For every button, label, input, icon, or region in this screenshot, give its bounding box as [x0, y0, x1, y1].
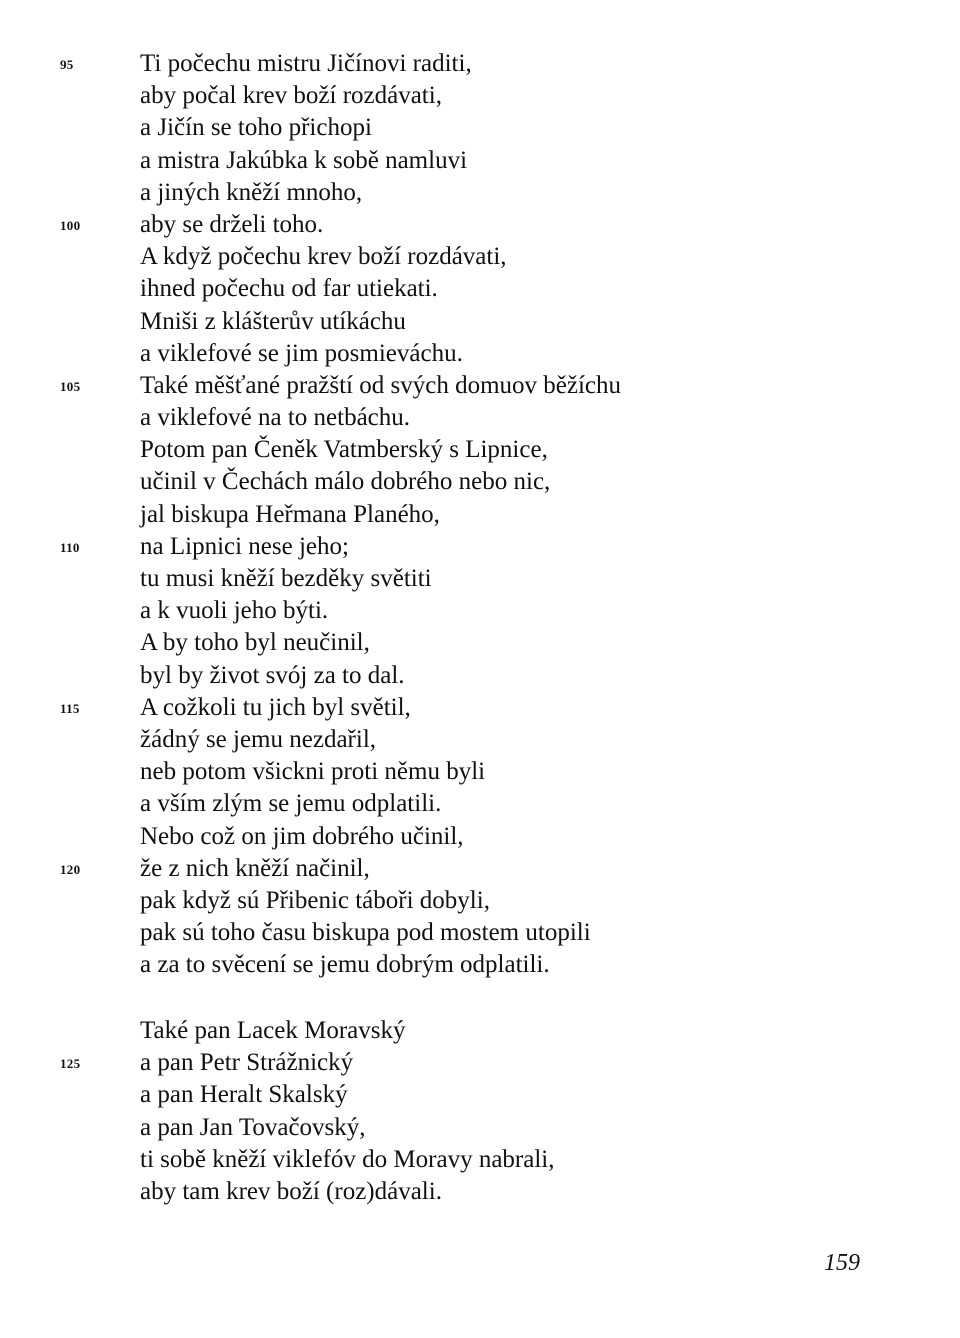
- verse-line: [0, 692, 960, 724]
- verse-text: žádný se jemu nezdařil,: [140, 725, 377, 753]
- verse-line: [0, 434, 960, 466]
- verse-line: [0, 1047, 960, 1079]
- verse-line: [0, 306, 960, 338]
- verse-text: ihned počechu od far utiekati.: [140, 275, 438, 303]
- stanza-2: [0, 1015, 960, 1208]
- verse-line: [0, 1079, 960, 1111]
- verse-text: a pan Petr Strážnický: [140, 1049, 354, 1077]
- verse-text: Mniši z klášterův utíkáchu: [140, 307, 406, 335]
- verse-line: [0, 531, 960, 563]
- verse-text: Potom pan Čeněk Vatmberský s Lipnice,: [140, 436, 548, 464]
- verse-line: [0, 209, 960, 241]
- verse-line: [0, 917, 960, 949]
- verse-text: Nebo což on jim dobrého učinil,: [140, 822, 464, 850]
- verse-line: [0, 1015, 960, 1047]
- verse-line: [0, 1176, 960, 1208]
- line-number: 95: [60, 57, 74, 72]
- verse-line: [0, 402, 960, 434]
- stanza-1: [0, 48, 960, 981]
- verse-text: Ti počechu mistru Jičínovi raditi,: [140, 50, 472, 77]
- verse-line: [0, 145, 960, 177]
- verse-line: [0, 563, 960, 595]
- verse-line: [0, 177, 960, 209]
- verse-text: jal biskupa Heřmana Planého,: [140, 500, 440, 528]
- line-number: 125: [60, 1056, 81, 1072]
- verse-line: [0, 949, 960, 981]
- verse-text: a pan Jan Tovačovský,: [140, 1113, 366, 1141]
- verse-text: A by toho byl neučinil,: [140, 629, 370, 657]
- verse-line: [0, 595, 960, 627]
- verse-text: a za to svěcení se jemu dobrým odplatili.: [140, 951, 550, 979]
- verse-line: [0, 724, 960, 756]
- verse-line: [0, 1144, 960, 1176]
- verse-text: na Lipnici nese jeho;: [140, 532, 349, 560]
- verse-line: [0, 241, 960, 273]
- line-number: 105: [60, 378, 81, 394]
- verse-text: byl by život svój za to dal.: [140, 661, 405, 689]
- verse-text: učinil v Čechách málo dobrého nebo nic,: [140, 468, 551, 496]
- page-number: 159: [824, 1250, 860, 1276]
- verse-text: a mistra Jakúbka k sobě namluvi: [140, 146, 468, 174]
- verse-text: a viklefové se jim posmieváchu.: [140, 339, 463, 367]
- verse-text: že z nich kněží načinil,: [140, 854, 370, 882]
- line-number: 120: [60, 861, 81, 877]
- verse-line: [0, 1112, 960, 1144]
- verse-text: a jiných kněží mnoho,: [140, 178, 363, 206]
- line-number: 115: [60, 700, 80, 716]
- line-number: 100: [60, 217, 81, 233]
- verse-text: aby se drželi toho.: [140, 210, 324, 238]
- verse-text: tu musi kněží bezděky světiti: [140, 565, 432, 592]
- verse-text: A když počechu krev boží rozdávati,: [140, 243, 507, 271]
- verse-line: [0, 853, 960, 885]
- verse-line: [0, 80, 960, 112]
- verse-line: [0, 627, 960, 659]
- verse-text: ti sobě kněží viklefóv do Moravy nabrali,: [140, 1145, 555, 1173]
- verse-line: [0, 273, 960, 305]
- verse-text: a Jičín se toho přichopi: [140, 114, 372, 142]
- verse-line: [0, 338, 960, 370]
- verse-line: [0, 756, 960, 788]
- verse-line: [0, 885, 960, 917]
- line-number: 110: [60, 539, 80, 555]
- verse-line: [0, 660, 960, 692]
- verse-line: [0, 499, 960, 531]
- verse-text: a vším zlým se jemu odplatili.: [140, 790, 442, 818]
- verse-line: [0, 112, 960, 144]
- verse-text: pak sú toho času biskupa pod mostem utopili: [140, 919, 591, 947]
- verse-line: [0, 788, 960, 820]
- verse-text: aby počal krev boží rozdávati,: [140, 82, 442, 110]
- verse-text: a pan Heralt Skalský: [140, 1081, 348, 1109]
- verse-text: neb potom všickni proti němu byli: [140, 758, 486, 786]
- verse-line: [0, 466, 960, 498]
- verse-text: pak když sú Přibenic táboři dobyli,: [140, 886, 490, 914]
- verse-text: Také měšťané pražští od svých domuov běžíchu: [140, 371, 622, 399]
- verse-text: aby tam krev boží (roz)dávali.: [140, 1177, 442, 1205]
- verse-text: a viklefové na to netbáchu.: [140, 404, 411, 432]
- verse-text: a k vuoli jeho býti.: [140, 597, 329, 625]
- verse-text: Také pan Lacek Moravský: [140, 1017, 406, 1044]
- verse-line: [0, 370, 960, 402]
- verse-text: A cožkoli tu jich byl světil,: [140, 693, 411, 721]
- verse-line: [0, 48, 960, 80]
- verse-line: [0, 821, 960, 853]
